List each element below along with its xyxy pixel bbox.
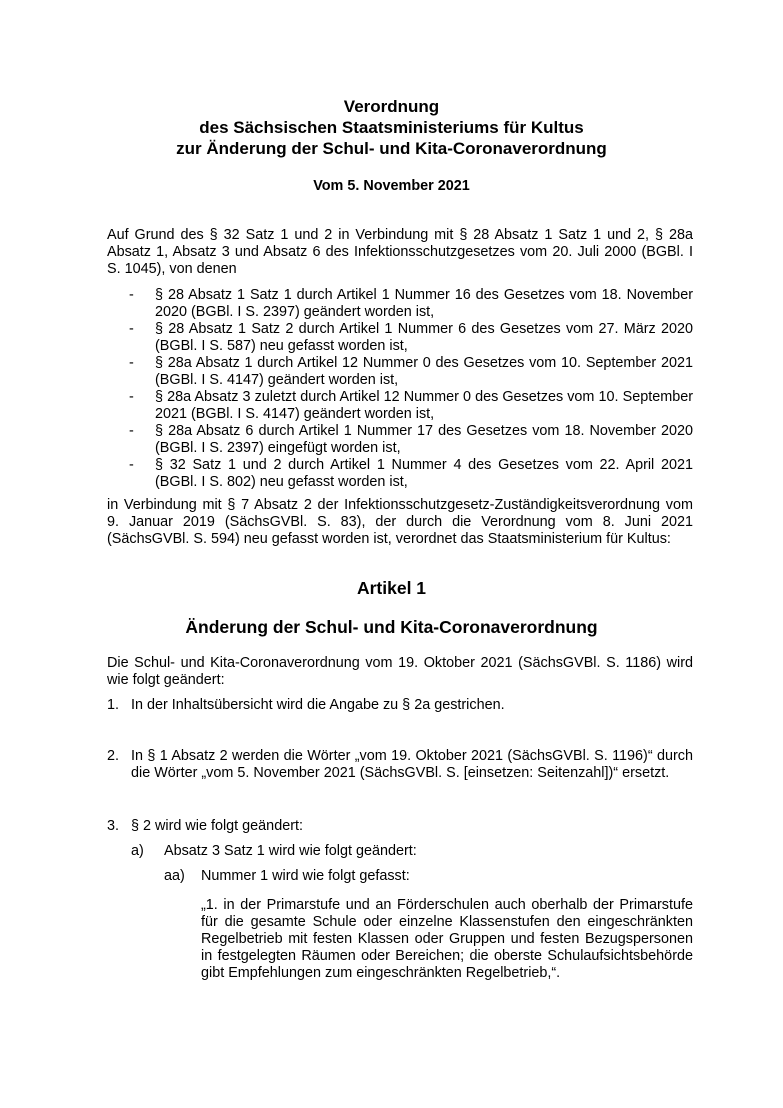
legal-basis-list: [107, 287, 693, 491]
item-text: § 2 wird wie folgt geändert:: [131, 818, 303, 834]
dash-marker: -: [129, 457, 134, 473]
item-text: In der Inhaltsübersicht wird die Angabe zu § 2a gestrichen.: [131, 697, 505, 713]
title-line-1: Verordnung: [343, 97, 440, 116]
sub-item-aa: [164, 868, 693, 885]
list-item-text: § 28a Absatz 6 durch Artikel 1 Nummer 17 des Gesetzes vom 18. November 2020 (BGBl. I S. 2397) eingefügt worden ist,: [155, 423, 693, 456]
sub-item-text: Nummer 1 wird wie folgt gefasst:: [201, 868, 410, 884]
list-item: [107, 457, 693, 491]
list-item: [107, 389, 693, 423]
title-line-2: des Sächsischen Staatsministeriums für Kultus: [199, 118, 584, 137]
sub-item-text: Absatz 3 Satz 1 wird wie folgt geändert:: [164, 843, 417, 859]
article-title: Änderung der Schul- und Kita-Coronaverordnung: [185, 617, 598, 637]
quoted-replacement-text: „1. in der Primarstufe und an Förderschulen auch oberhalb der Primarstufe für die gesamte Schule oder einzelne Klassenstufen den eingeschränkten Regelbetrieb mit festen Klassen oder Gruppen und festen Bezugspersonen in festgelegten Räumen oder Bereichen; die oberste Schulaufsichtsbehörde gibt Empfehlungen zum eingeschränkten Regelbetrieb,“.: [201, 897, 693, 981]
list-item: [107, 287, 693, 321]
item-number: 1.: [107, 697, 120, 713]
amendment-item-3: [107, 818, 693, 835]
closing-paragraph: in Verbindung mit § 7 Absatz 2 der Infektionsschutzgesetz-Zuständigkeitsverordnung vom 9. Januar 2019 (SächsGVBl. S. 83), der durch die Verordnung vom 8. Juni 2021 (SächsGVBl. S. 594) neu gefasst worden ist, verordnet das Staatsministerium für Kultus:: [107, 497, 693, 547]
amendment-item-2: [107, 748, 693, 782]
item-text: In § 1 Absatz 2 werden die Wörter „vom 19. Oktober 2021 (SächsGVBl. S. 1196)“ durch die Wörter „vom 5. November 2021 (SächsGVBl. S. [einsetzen: Seitenzahl])“ ersetzt.: [131, 748, 693, 781]
dash-marker: -: [129, 287, 134, 303]
list-item-text: § 32 Satz 1 und 2 durch Artikel 1 Nummer 4 des Gesetzes vom 22. April 2021 (BGBl. I S. 802) neu gefasst worden ist,: [155, 457, 693, 490]
dash-marker: -: [129, 321, 134, 337]
document-date: Vom 5. November 2021: [313, 178, 470, 194]
list-item: [107, 355, 693, 389]
list-item: [107, 321, 693, 355]
document-title: [100, 96, 683, 159]
sub-item-number: a): [131, 843, 144, 859]
list-item-text: § 28a Absatz 1 durch Artikel 12 Nummer 0 des Gesetzes vom 10. September 2021 (BGBl. I S. 4147) geändert worden ist,: [155, 355, 693, 388]
dash-marker: -: [129, 389, 134, 405]
amendment-item-1: [107, 697, 693, 714]
dash-marker: -: [129, 355, 134, 371]
sub-item-a: [131, 843, 693, 860]
article-intro: Die Schul- und Kita-Coronaverordnung vom 19. Oktober 2021 (SächsGVBl. S. 1186) wird wie folgt geändert:: [107, 655, 693, 688]
item-number: 2.: [107, 748, 120, 764]
title-line-3: zur Änderung der Schul- und Kita-Coronaverordnung: [176, 139, 607, 158]
list-item-text: § 28 Absatz 1 Satz 2 durch Artikel 1 Nummer 6 des Gesetzes vom 27. März 2020 (BGBl. I S. 587) neu gefasst worden ist,: [155, 321, 693, 354]
preamble-paragraph: Auf Grund des § 32 Satz 1 und 2 in Verbindung mit § 28 Absatz 1 Satz 1 und 2, § 28a Absatz 1, Absatz 3 und Absatz 6 des Infektionsschutzgesetzes vom 20. Juli 2000 (BGBl. I S. 1045), von denen: [107, 227, 693, 277]
item-number: 3.: [107, 818, 120, 834]
list-item-text: § 28 Absatz 1 Satz 1 durch Artikel 1 Nummer 16 des Gesetzes vom 18. November 2020 (BGBl. I S. 2397) geändert worden ist,: [155, 287, 693, 320]
list-item: [107, 423, 693, 457]
list-item-text: § 28a Absatz 3 zuletzt durch Artikel 12 Nummer 0 des Gesetzes vom 10. September 2021 (BGBl. I S. 4147) geändert worden ist,: [155, 389, 693, 422]
sub-item-number: aa): [164, 868, 185, 884]
dash-marker: -: [129, 423, 134, 439]
article-heading: Artikel 1: [356, 578, 427, 598]
